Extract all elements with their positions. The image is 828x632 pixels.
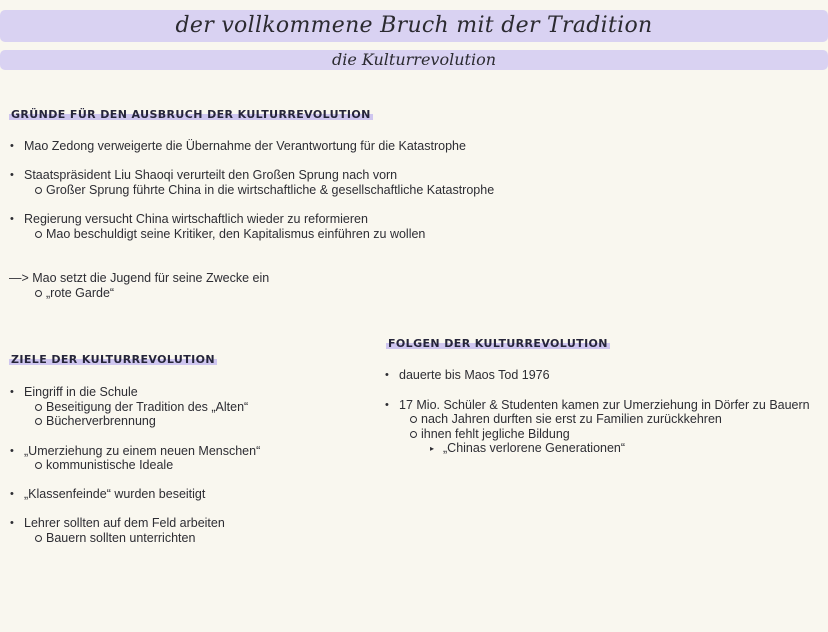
subtitle-banner [0,50,828,70]
sub-list-item: ihnen fehlt jegliche Bildung [409,427,570,442]
sub-list-item: Großer Sprung führte China in die wirtschaftliche & gesellschaftliche Katastrophe [34,183,494,198]
list-item: • Staatspräsident Liu Shaoqi verurteilt den Großen Sprung nach vorn [9,168,397,183]
folgen-heading [386,337,610,350]
list-item: • „Klassenfeinde“ wurden beseitigt [9,487,205,502]
page-title: der vollkommene Bruch mit der Tradition [175,13,653,38]
list-item: • Lehrer sollten auf dem Feld arbeiten [9,516,225,531]
sub-list-item: kommunistische Ideale [34,458,173,473]
list-item: • 17 Mio. Schüler & Studenten kamen zur Umerziehung in Dörfer zu Bauern [384,398,810,413]
list-item: • Eingriff in die Schule [9,385,138,400]
sub-sub-list-item: ▸ „Chinas verlorene Generationen“ [430,441,625,456]
conclusion-line: —> Mao setzt die Jugend für seine Zwecke ein [9,271,270,285]
list-item: • Regierung versucht China wirtschaftlich wieder zu reformieren [9,212,368,227]
ziele-heading [9,353,217,366]
page-subtitle: die Kulturrevolution [331,50,496,69]
sub-list-item: Bücherverbrennung [34,414,156,429]
folgen-heading-text: FOLGEN DER KULTURREVOLUTION [388,337,608,350]
gruende-heading-text: GRÜNDE FÜR DEN AUSBRUCH DER KULTURREVOLUTION [11,108,371,121]
ziele-heading-text: ZIELE DER KULTURREVOLUTION [11,353,215,366]
title-banner [0,10,828,42]
sub-list-item: nach Jahren durften sie erst zu Familien zurückkehren [409,412,722,427]
sub-list-item: Mao beschuldigt seine Kritiker, den Kapitalismus einführen zu wollen [34,227,425,242]
sub-list-item: Beseitigung der Tradition des „Alten“ [34,400,248,415]
gruende-heading [9,108,373,121]
list-item: • Mao Zedong verweigerte die Übernahme der Verantwortung für die Katastrophe [9,139,466,154]
sub-list-item: „rote Garde“ [34,286,114,301]
list-item: • „Umerziehung zu einem neuen Menschen“ [9,444,260,459]
sub-list-item: Bauern sollten unterrichten [34,531,195,546]
list-item: • dauerte bis Maos Tod 1976 [384,368,550,383]
